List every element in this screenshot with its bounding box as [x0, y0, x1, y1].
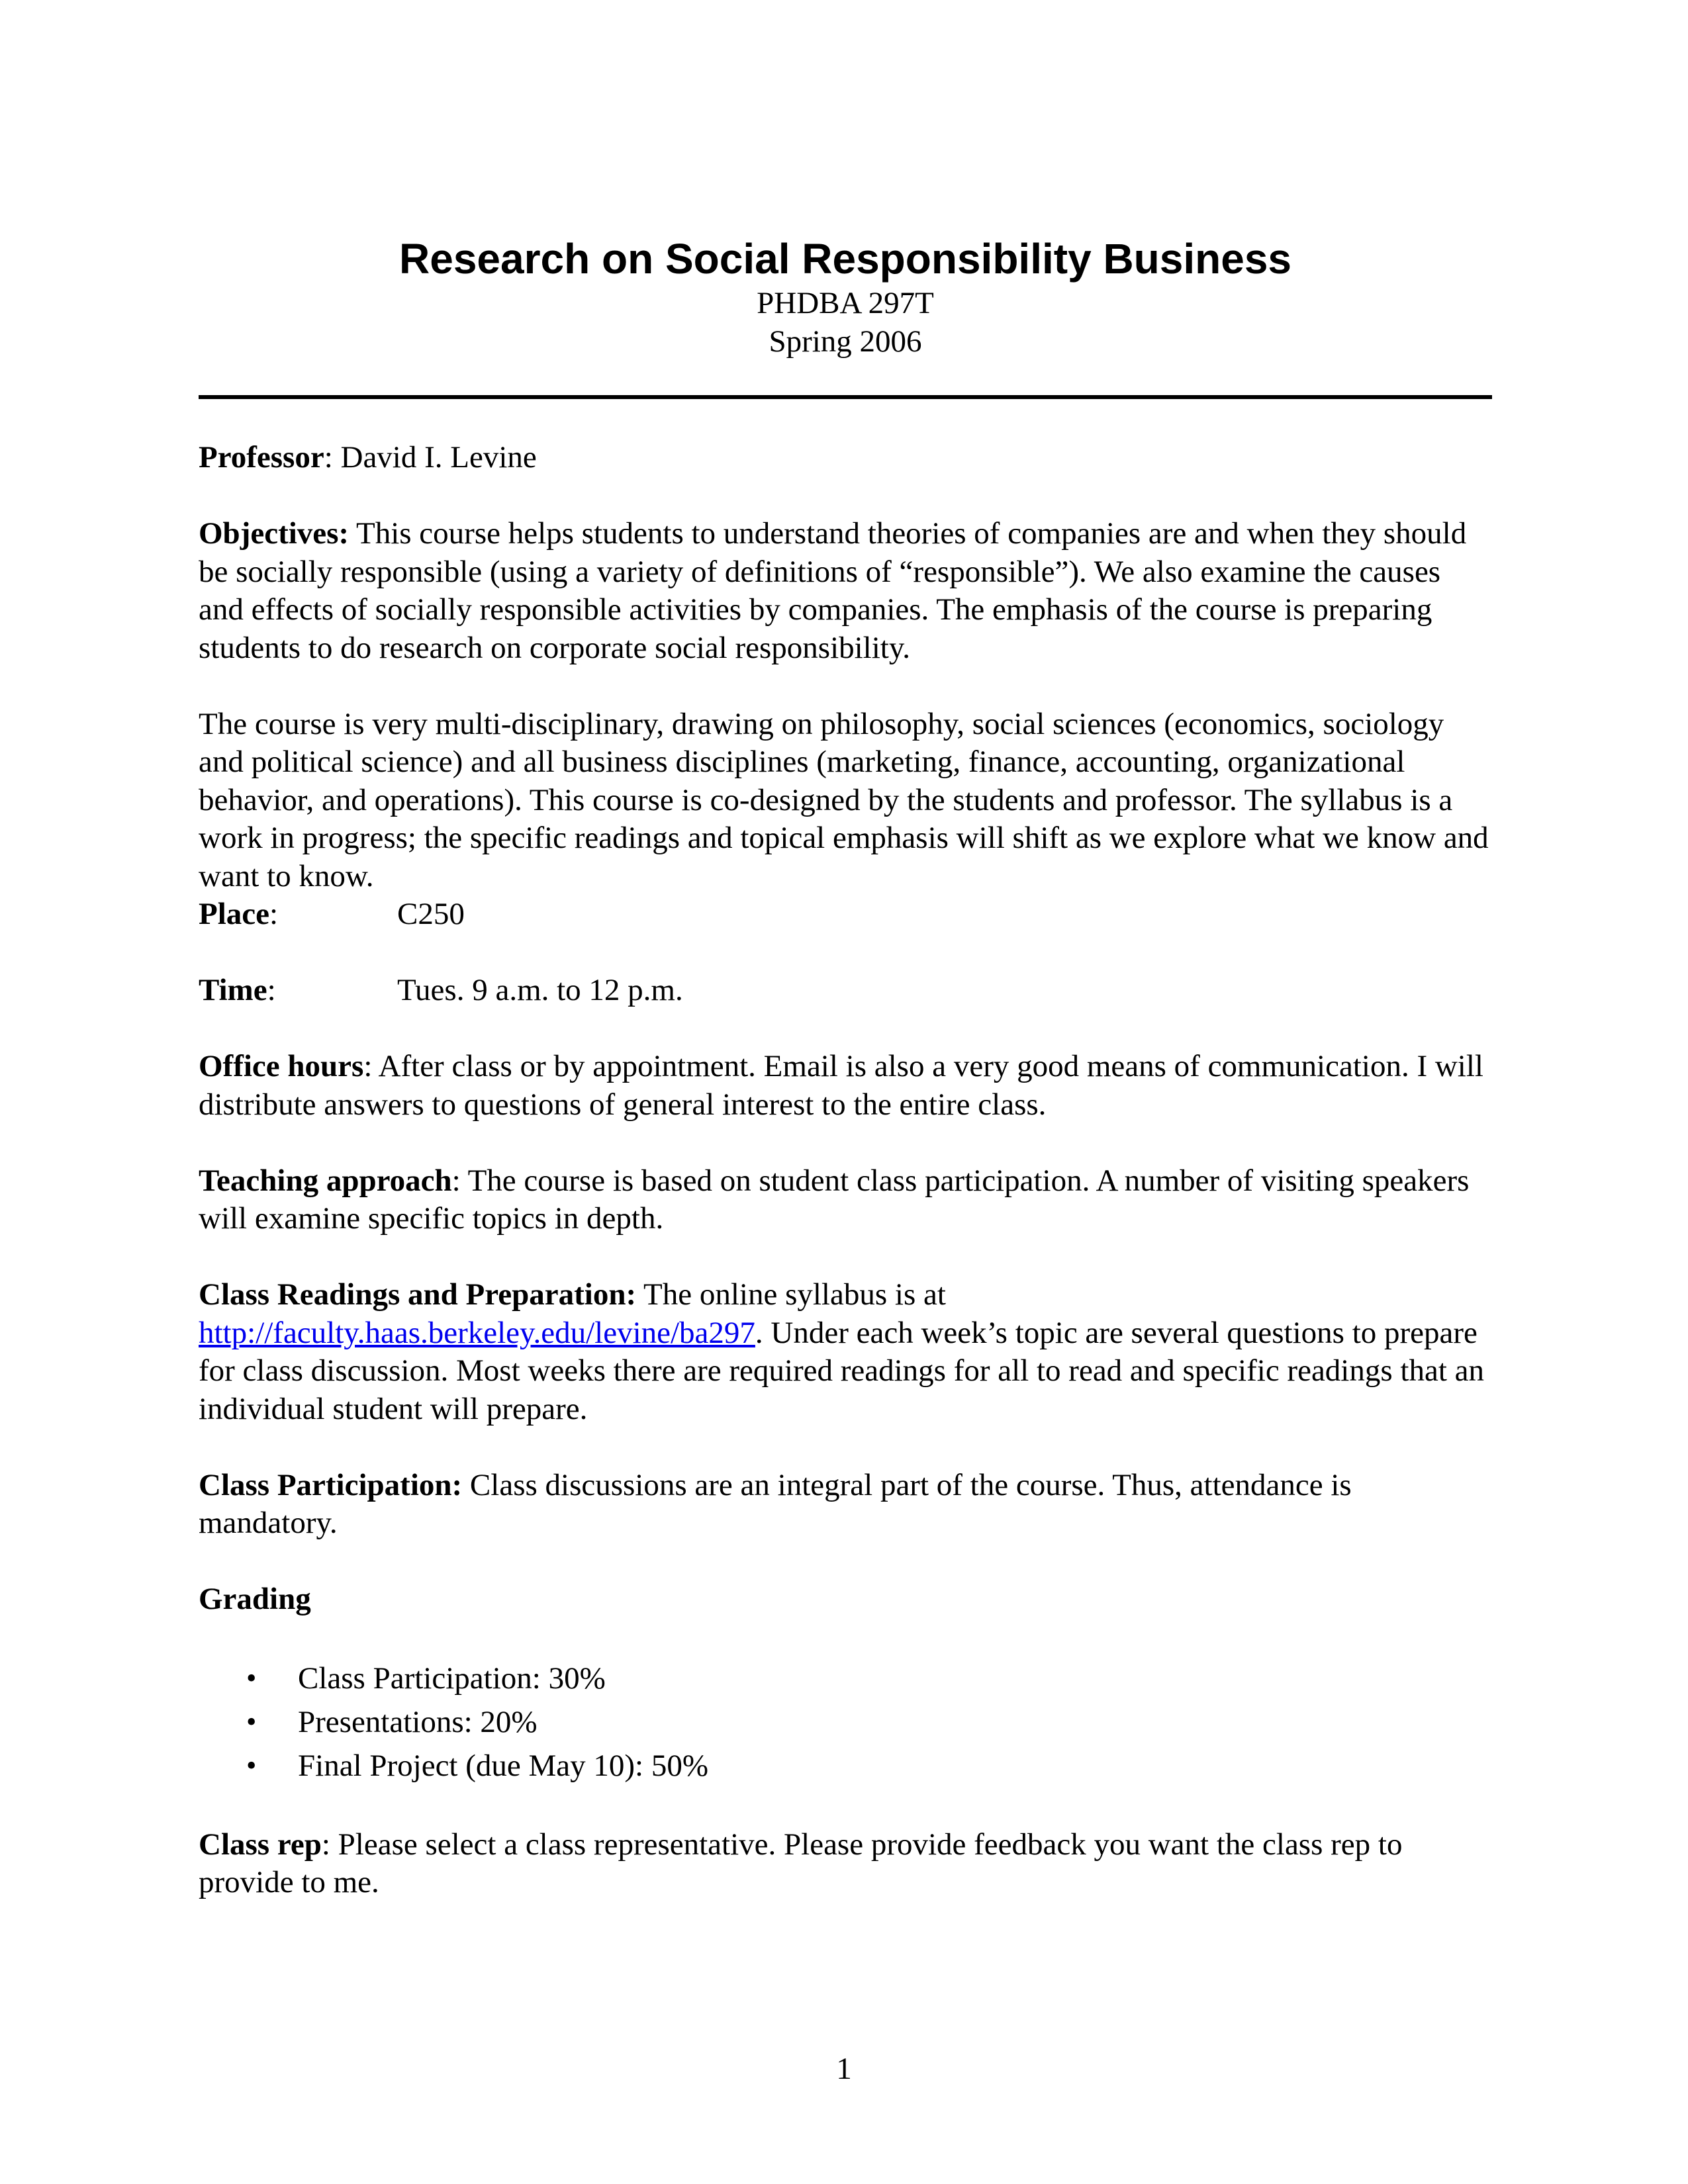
- grading-item: [199, 1744, 1492, 1788]
- professor-name: David I. Levine: [340, 440, 537, 475]
- course-term: Spring 2006: [769, 324, 922, 359]
- grading-heading: Grading: [199, 1582, 311, 1616]
- grading-item-text: Final Project (due May 10): 50%: [298, 1749, 709, 1783]
- professor-line: [199, 439, 1492, 477]
- grading-item: [199, 1700, 1492, 1744]
- time-label: Time: [199, 973, 267, 1007]
- bullet-icon: •: [246, 1662, 257, 1694]
- participation-label: Class Participation:: [199, 1467, 463, 1502]
- syllabus-link[interactable]: http://faculty.haas.berkeley.edu/levine/ba297: [199, 1315, 755, 1350]
- grading-item: [199, 1657, 1492, 1700]
- office-hours-paragraph: [199, 1048, 1492, 1124]
- participation-text: Class discussions are an integral part of the course. Thus, attendance is mandatory.: [199, 1467, 1352, 1540]
- place-label-cell: [199, 895, 397, 934]
- document-title: Research on Social Responsibility Business: [399, 235, 1291, 283]
- teaching-approach-paragraph: [199, 1162, 1492, 1238]
- objectives-paragraph: [199, 515, 1492, 667]
- interdisciplinary-paragraph: The course is very multi-disciplinary, drawing on philosophy, social sciences (economics, sociology and political science) and all business disciplines (marketing, finance, accounting, organizational behavior, and operations). This course is co-designed by the students and professor. The syllabus is a work in progress; the specific readings and topical emphasis will shift as we explore what we know and want to know.: [199, 706, 1489, 893]
- time-line: [199, 972, 1492, 1010]
- place-separator: :: [269, 897, 279, 931]
- time-label-cell: [199, 972, 397, 1010]
- class-rep-text: : Please select a class representative. Please provide feedback you want the class rep to provide to me.: [199, 1827, 1403, 1899]
- bullet-icon: •: [246, 1749, 257, 1782]
- class-rep-label: Class rep: [199, 1827, 322, 1862]
- objectives-label: Objectives:: [199, 516, 350, 551]
- teaching-approach-label: Teaching approach: [199, 1163, 452, 1198]
- place-label: Place: [199, 897, 269, 931]
- time-separator: :: [267, 973, 276, 1007]
- readings-label: Class Readings and Preparation:: [199, 1277, 637, 1312]
- grading-item-text: Presentations: 20%: [298, 1705, 538, 1739]
- course-code: PHDBA 297T: [757, 286, 934, 320]
- participation-paragraph: [199, 1467, 1492, 1543]
- header-divider: [199, 395, 1492, 399]
- objectives-text: This course helps students to understand theories of companies are and when they should be socially responsible (using a variety of definitions of “responsible”). We also examine the causes and effects of socially responsible activities by companies. The emphasis of the course is preparing students to do research on corporate social responsibility.: [199, 516, 1467, 665]
- office-hours-text: : After class or by appointment. Email is also a very good means of communication. I will distribute answers to questions of general interest to the entire class.: [199, 1049, 1483, 1122]
- place-line: [199, 895, 1492, 934]
- readings-paragraph: [199, 1276, 1492, 1428]
- grading-list: [199, 1657, 1492, 1788]
- document-body: [199, 233, 1492, 1940]
- office-hours-label: Office hours: [199, 1049, 364, 1083]
- teaching-approach-text: : The course is based on student class participation. A number of visiting speakers will examine specific topics in depth.: [199, 1163, 1470, 1236]
- time-value: Tues. 9 a.m. to 12 p.m.: [397, 973, 683, 1007]
- page-number: 1: [836, 2052, 852, 2086]
- class-rep-paragraph: [199, 1826, 1492, 1902]
- professor-label: Professor: [199, 440, 324, 475]
- readings-text-before: The online syllabus is at: [636, 1277, 946, 1312]
- grading-heading-line: [199, 1580, 1492, 1619]
- place-value: C250: [397, 897, 465, 931]
- grading-item-text: Class Participation: 30%: [298, 1661, 606, 1696]
- professor-separator: :: [324, 440, 341, 475]
- readings-text-after: . Under each week’s topic are several questions to prepare for class discussion. Most weeks there are required readings for all to read and specific readings that an individual student will prepare.: [199, 1315, 1484, 1426]
- bullet-icon: •: [246, 1706, 257, 1738]
